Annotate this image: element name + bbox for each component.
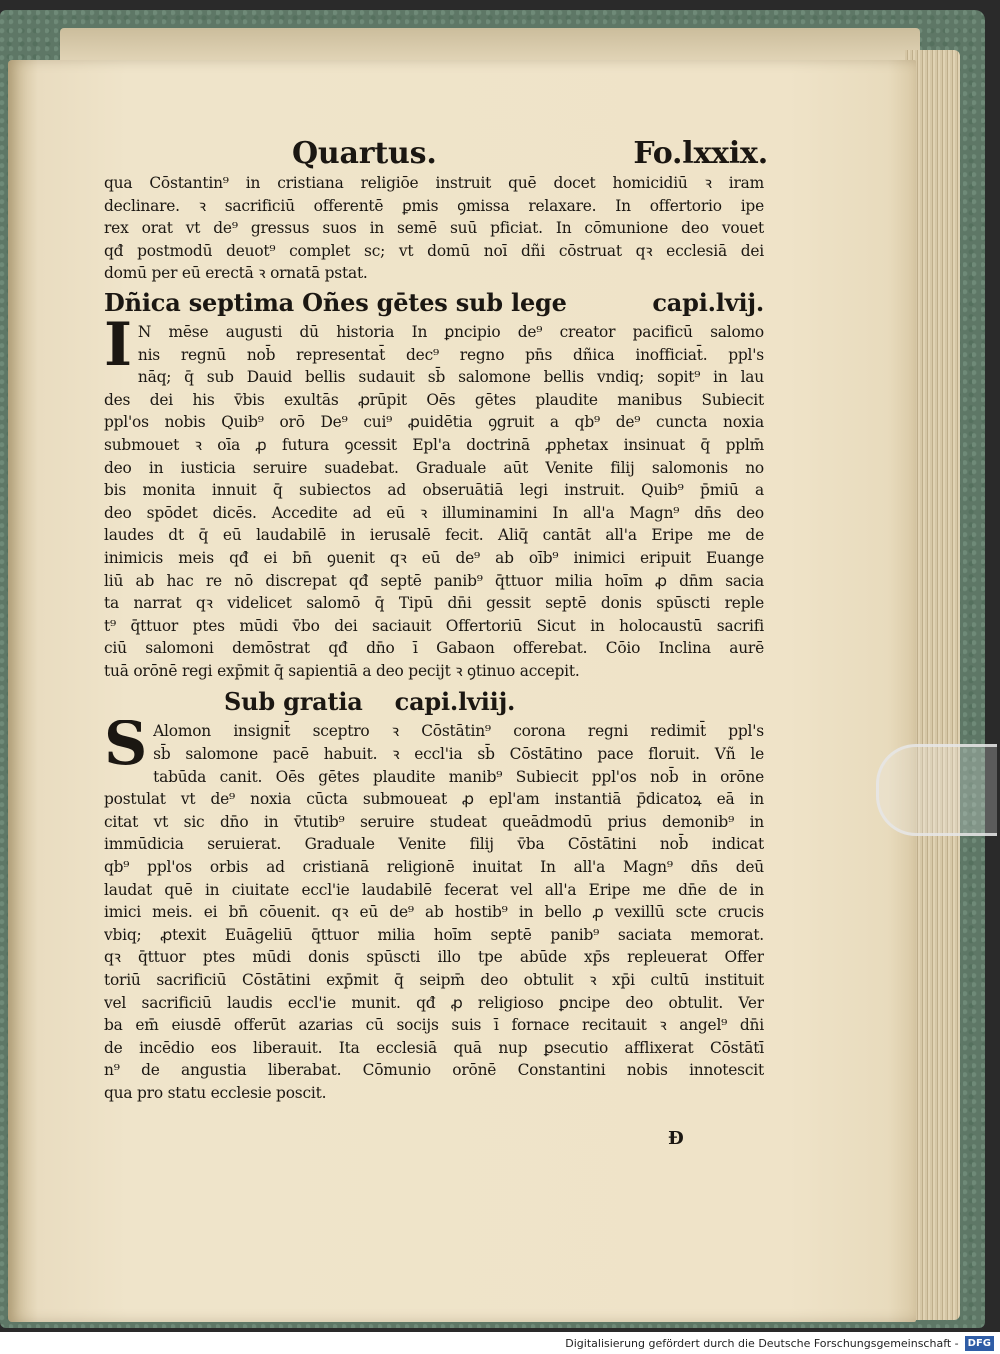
text-line: immūdicia seruierat. Graduale Venite filij v̄ba Cōstātini nob̄ indicat [104,835,764,854]
funding-notice: Digitalisierung gefördert durch die Deutsche Forschungsgemeinschaft - [565,1336,959,1350]
text-line: des dei his v̄bis exultās ꝓrūpit Oēs gētes plaudite manibus Subiecit [104,390,764,409]
initial-letter: S [104,720,148,780]
text-line: ppl'os nobis Quib⁹ orō De⁹ cui⁹ ꝓuidētia ꝯgruit a qb⁹ de⁹ cuncta noxia [104,413,764,432]
text-line: sb̄ salomone pacē habuit. ꝛ eccl'ia sb̄ Cōstātino pace floruit. Vñ le [153,745,764,764]
text-line: Alomon insignit̄ sceptro ꝛ Cōstātin⁹ corona regni redimit̄ ppl's [153,722,764,741]
chapter-number: capi.lviij. [394,687,516,717]
text-line: tuā orōnē regi exp̄mit q̄ sapientiā a deo pecijt ꝛ ꝯtinuo accepit. [104,661,580,680]
text-line: toriū sacrificiū Cōstātini exp̄mit q̄ seipm̄ deo obtulit ꝛ xp̄i cultū instituit [104,971,764,989]
section-heading [104,287,764,319]
section-heading [224,686,764,718]
text-line: ciū salomoni demōstrat qđ dn̄o ī Gabaon offerebat. Cōio Inclina aurē [104,639,764,658]
text-line: nāq; q̄ sub Dauid bellis sudauit sb̄ salomone bellis vndiq; sopit⁹ in lau [137,368,764,387]
text-line: vel sacrificiū laudis eccl'ie munit. qđ ꝓ religioso ꝑncipe deo obtulit. Ver [104,993,764,1012]
intro-paragraph [104,172,764,285]
text-line: declinare. ꝛ sacrificiū offerentē ꝑmis ꝯmissa relaxare. In offertorio ipe [104,196,764,215]
text-line: rex orat vt de⁹ gressus suos in semē suū pficiat. In cōmunione deo vouet [104,219,764,238]
text-line: de incēdio eos liberauit. Ita ecclesiā quā nup ꝑsecutio afflixerat Cōstātī [104,1038,764,1057]
text-line: t⁹ q̄ttuor ptes mūdi v̄bo dei saciauit Offertoriū Sicut in holocaustū sacrifi [104,616,764,635]
text-line: qua Cōstantin⁹ in cristiana religiōe instruit quē docet homicidiū ꝛ iram [104,174,764,192]
page-clip [876,744,997,836]
running-head-left: Quartus. [292,136,437,171]
text-line: qua pro statu ecclesie poscit. [104,1083,327,1102]
text-line: qꝛ q̄ttuor ptes mūdi donis spūscti illo tpe abūde xp̄s repleuerat Offer [104,948,764,967]
section-title: Dñica septima Oñes gētes sub lege [104,287,567,317]
text-line: vbiq; ꝓtexit Euāgeliū q̄ttuor milia hoīm septē panib⁹ saciata memorat. [104,925,764,944]
running-head-right: Fo.lxxix. [633,136,768,171]
chapter-number: capi.lvij. [652,287,764,317]
initial-letter: I [104,320,132,380]
text-line: submouet ꝛ oīa ꝓ futura ꝯcessit Epl'a doctrinā ꝓphetax insinuat q̄ pplm̄ [104,435,764,454]
text-line: qb⁹ ppl'os orbis ad cristianā religionē inuitat In all'a Magn⁹ dn̄s deū [104,858,764,877]
text-line: liū ab hac re nō discrepat qđ septē panib⁹ q̄ttuor milia hoīm ꝓ dn̄m sacia [104,571,764,590]
section-title: Sub gratia [224,687,363,717]
signature-mark: Ð [668,1128,684,1149]
text-line: deo spōdet dicēs. Accedite ad eū ꝛ illuminamini In all'a Magn⁹ dn̄s deo [104,503,764,522]
page-text [104,134,768,1105]
running-head [292,134,768,174]
text-line: deo in iusticia seruire suadebat. Graduale aūt Venite filij salomonis no [104,458,764,477]
text-line: N mēse augusti dū historia In ꝑncipio de⁹ creator pacificū salomo [137,322,764,341]
text-line: citat vt sic dn̄o in v̄tutib⁹ seruire studeat queādmodū prius demonib⁹ in [104,812,764,831]
section-paragraph [104,720,764,1104]
text-line: laudes dt q̄ eū laudabilē in ierusalē fecit. Aliq̄ cantāt all'a Eripe me de [104,526,764,545]
text-line: inimicis meis qđ ei bn̄ ꝯuenit qꝛ eū de⁹ ab oīb⁹ inimici eripuit Euange [104,548,764,567]
text-line: nis regnū nob̄ representat̄ dec⁹ regno pn̄s dñica inofficiat̄. ppl's [137,345,764,364]
text-line: tabūda canit. Oēs gētes plaudite manib⁹ Subiecit ppl'os nob̄ in orōne [153,767,764,786]
text-line: domū per eū erectā ꝛ ornatā pstat. [104,264,368,283]
text-line: bis monita innuit q̄ subiectos ad obseruātiā legi instruit. Quib⁹ p̄miū a [104,481,764,500]
text-line: ba em̄ eiusdē offerūt azarias cū socijs suis ī fornace recitauit ꝛ angel⁹ dn̄i [104,1016,764,1035]
text-line: laudat quē in ciuitate eccl'ie laudabilē fecerat vel all'a Eripe me dn̄e de in [104,880,764,899]
text-line: postulat vt de⁹ noxia cūcta submoueat ꝓ epl'am instantiā p̄dicatoꝝ eā in [104,790,764,809]
text-line: ta narrat qꝛ videlicet salomō q̄ Tipū dn̄i gessit septē donis spūscti reple [104,594,764,613]
text-line: qđ postmodū deuot⁹ complet sc; vt domū noī dñi cōstruat qꝛ ecclesiā dei [104,241,764,260]
text-line: imici meis. ei bn̄ cōuenit. qꝛ eū de⁹ ab hostib⁹ in bello ꝓ vexillū scte crucis [104,903,764,922]
text-line: n⁹ de angustia liberabat. Cōmunio orōnē Constantini nobis innotescit [104,1061,764,1080]
section-paragraph [104,321,764,683]
footer-bar [0,1332,1000,1354]
dfg-logo-icon: DFG [965,1336,994,1351]
